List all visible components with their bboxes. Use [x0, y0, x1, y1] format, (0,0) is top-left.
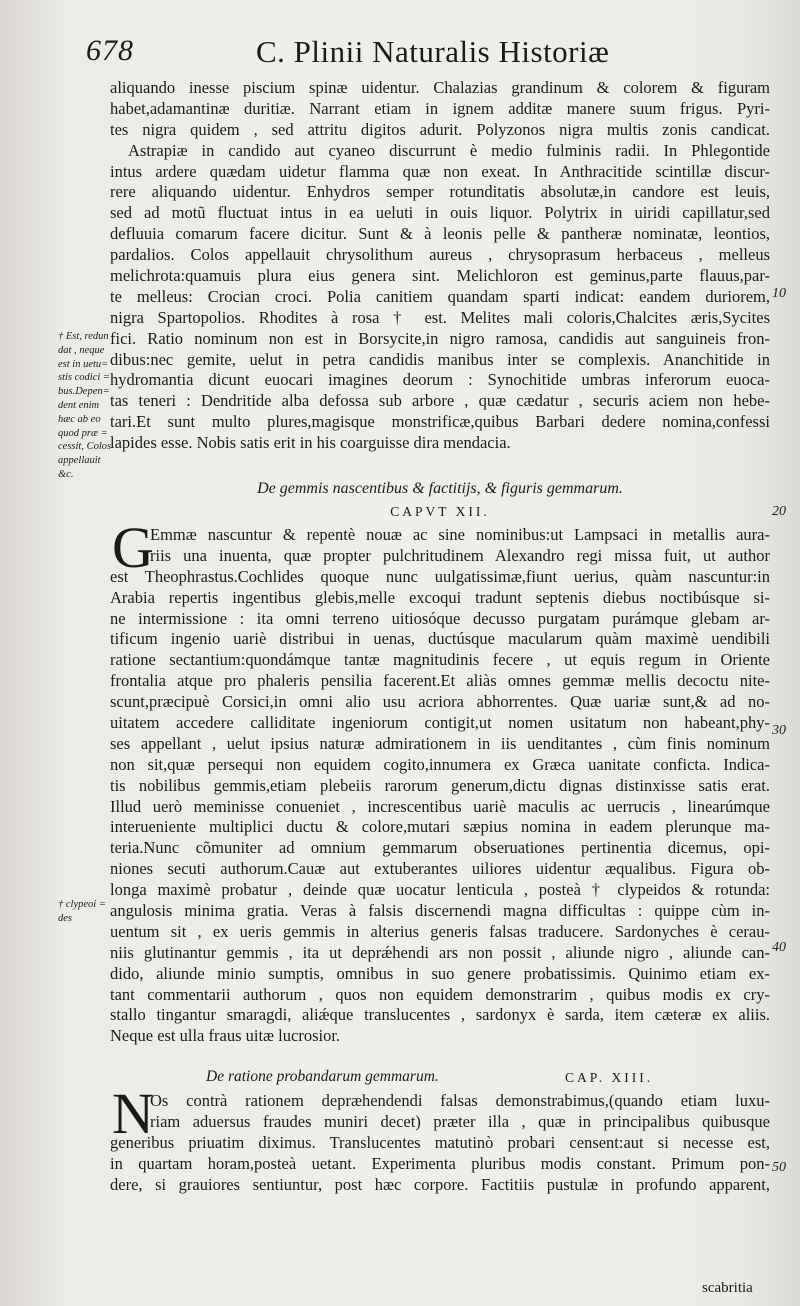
- text-line: Astrapiæ in candido aut cyaneo discurrunt è medio fulminis radii. In Phlegontide: [128, 140, 770, 160]
- catchword: scabritia: [702, 1280, 753, 1296]
- line-number: 50: [772, 1160, 786, 1175]
- text-line: longa maximè probatur , deinde quæ uocatur lenticula , posteà † clypeidos & rotunda:: [110, 880, 770, 900]
- margin-note: [58, 330, 118, 482]
- text-line: angulosis minima gratia. Veras à falsis discernendi magna difficultas : quippe cùm in-: [110, 901, 770, 921]
- text-line: rere aliquando uidentur. Enhydros semper rotunditatis absolutæ,in candore est leuis,: [110, 182, 770, 202]
- text-line: uentum sit , ex ueris gemmis in alterius generis falsas traducere. Sardonyches è cerau-: [110, 921, 770, 941]
- text-line: habet,adamantinæ duritiæ. Narrant etiam in ignem additæ manere suum frigus. Pyri-: [110, 98, 770, 118]
- text-line: frontalia atque pro phaleris pensilia facerent.Et aliàs omnes gemmæ mellis decoctu nite-: [110, 671, 770, 691]
- margin-note-line: quod præ =: [58, 427, 108, 439]
- text-line: Neque est ulla fraus uitæ lucrosior.: [110, 1026, 341, 1046]
- text-line: tas teneri : Dendritide alba defossa sub arbore , quæ cædatur , securis aciem non hebe-: [110, 391, 770, 411]
- margin-note-line: &c.: [58, 468, 74, 480]
- text-line: dere, si grauiores sentiuntur, post hæc corpore. Factitiis pustulæ in profundo apparent,: [110, 1174, 770, 1194]
- text-line: est Theophrastus.Cochlides quoque nunc uulgatissimæ,fiunt uerius, quàm nascuntur:in: [110, 566, 770, 586]
- text-line: tis nobilibus gemmis,etiam plebeiis rarorum generum,dictu dignas distinxisse satis erat.: [110, 775, 770, 795]
- text-line: tificum ingenio uariè distribui in uenas, ductúsque macularum quàm maximè uendibili: [110, 629, 770, 649]
- chapter-heading: CAPVT XII.: [390, 504, 490, 519]
- text-line: nigra Spartopolios. Rhodites à rosa † est. Melites mali coloris,Chalcites æris,Sycites: [110, 307, 770, 327]
- text-line: generibus priuatim diximus. Translucentes matutinò probari censent:aut si necesse est,: [110, 1132, 770, 1152]
- line-number: 40: [772, 940, 786, 955]
- margin-note: [58, 898, 118, 926]
- text-line: dido, aliunde minio sumptis, omnibus in suo genere probatissimis. Quinimo etiam ex-: [110, 963, 770, 983]
- text-line: dibus:nec gemite, uelut in petra candidis manibus inter se complexis. Ananchitide in: [110, 349, 770, 369]
- line-number: 20: [772, 504, 786, 519]
- text-line: ses appellant , uelut ipsius naturæ admirationem in iis uenditantes , cùm finis nominum: [110, 733, 770, 753]
- text-line: aliquando inesse piscium spinæ uidentur. Chalazias grandinum & colorem & figuram: [110, 78, 770, 97]
- text-line: interueniente multiplici ductu & colore,mutari sæpius nomina in eadem plerunque ma-: [110, 817, 770, 837]
- margin-note-line: † clypeoi =: [58, 899, 106, 910]
- text-block-3: [110, 1091, 770, 1195]
- text-block-2: [110, 525, 770, 1047]
- text-line: hydromantia dicunt euocari imagines deorum : Synochitide umbras inferorum euoca-: [110, 370, 770, 390]
- margin-note-line: stis codici =: [58, 372, 110, 384]
- text-line: tari.Et sunt multo plures,magisque monstrificæ,quibus Barbari dedere nomina,confessi: [110, 412, 770, 432]
- text-line: niis glutinantur gemmis , ita ut deprǽhendi ars non possit , aliunde nigro , aliunde can-: [110, 942, 770, 962]
- margin-note-line: † Est, redun: [58, 331, 109, 342]
- margin-note-line: des: [58, 912, 72, 924]
- text-line: te melleus: Crocian croci. Polia canitiem quandam sparti indicat: eandem duriorem,: [110, 286, 770, 306]
- section-heading: De gemmis nascentibus & factitijs, & figuris gemmarum.: [257, 480, 623, 497]
- drop-capital: G: [112, 515, 154, 580]
- text-line: tes nigra quidem , sed attritu digitos adurit. Polyzonos nigra multis zonis candicat.: [110, 119, 770, 139]
- text-line: Emmæ nascuntur & repentè nouæ ac sine nominibus:ut Lampsaci in metallis aura-: [150, 525, 770, 544]
- margin-note-line: dent enim: [58, 399, 100, 411]
- text-line: intus ardere quædam uidetur flamma quæ non exeat. In Anthracitide scintillæ discur-: [110, 161, 770, 181]
- text-line: niones secuti authorum.Cauæ aut extuberantes uiliores uidentur æqualibus. Figura ob-: [110, 859, 770, 879]
- text-line: stallo tingantur smaragdi, aliǽque translucentes , sardonyx è sarda, item cæteræ ex aliis.: [110, 1005, 770, 1025]
- text-line: ne intermissione : ita omni terreno uitiosóque decusso purgatam purámque glebam ar-: [110, 608, 770, 628]
- text-line: scunt,præcipuè Corsici,in omni alio usu acriora abhorrentes. Quæ uariæ sunt,& ad no-: [110, 692, 770, 712]
- drop-capital: N: [112, 1081, 154, 1146]
- margin-note-line: appellauit: [58, 455, 101, 467]
- text-line: non sit,quæ persequi non equidem cogito,innumera ex Græca uanitate conficta. Indica-: [110, 754, 770, 774]
- section-heading: De ratione probandarum gemmarum.: [206, 1068, 439, 1085]
- text-line: uitatem accedere calliditate ingeniorum contigit,ut nomen usitatum non habeant,phy-: [110, 713, 770, 733]
- text-line: melichrota:quamuis plura eius genera sint. Melichloron est geminus,parte flauus,par-: [110, 266, 770, 286]
- text-line: pardalios. Colos appellauit chrysolithum aureus , chrysoprasum herbaceus , melleus: [110, 245, 770, 265]
- text-line: Os contrà rationem depræhendendi falsas demonstrabimus,(quando etiam luxu-: [150, 1091, 770, 1110]
- text-line: in quartam horam,posteà uetant. Experimenta pluribus modis constant. Primum pon-: [110, 1153, 770, 1173]
- text-line: tant commentarii authorum , quos non equidem demonstrarim , quibus modis ex cry-: [110, 984, 770, 1004]
- page-number: 678: [86, 34, 134, 67]
- margin-note-line: bus.Depen=: [58, 386, 110, 398]
- text-line: teria.Nunc cõmuniter ad omnium gemmarum obseruationes pertinentia dicemus, opi-: [110, 838, 770, 858]
- page-header: [84, 34, 784, 82]
- margin-note-line: dat , neque: [58, 344, 105, 356]
- margin-note-line: est in uetu=: [58, 358, 109, 370]
- line-number: 30: [772, 723, 786, 738]
- text-line: defluuia comarum facere dicitur. Sunt & à leonis pelle & pantheræ nominatæ, leontios,: [110, 224, 770, 244]
- text-line: riam aduersus fraudes muniri decet) præter illa , quæ in principalibus quibusque: [150, 1111, 770, 1131]
- text-line: fici. Ratio nominum non est in Borsycite,in nigro ramosa, candidis aut sanguineis fron-: [110, 328, 770, 348]
- text-line: sed ad motũ fluctuat intus in ea ueluti in ouis liquor. Polytrix in uiridi capillatur,sed: [110, 203, 770, 223]
- margin-note-line: cessit, Colos: [58, 441, 112, 453]
- line-number: 10: [772, 286, 786, 301]
- running-title: C. Plinii Naturalis Historiæ: [256, 34, 610, 69]
- text-line: lapides esse. Nobis satis erit in his coarguisse dira mendacia.: [110, 433, 511, 453]
- text-line: ratione sectantium:quondámque tantæ magnitudinis fecere , ut equis regum in Oriente: [110, 650, 770, 670]
- text-line: Arabia repertis ingentibus glebis,melle excoqui tradunt septenis diebus noctibúsque si-: [110, 587, 770, 607]
- chapter-heading: CAP. XIII.: [565, 1070, 654, 1085]
- text-block-1: [110, 78, 770, 454]
- margin-note-line: hæc ab eo: [58, 413, 101, 425]
- text-line: Illud uerò meminisse conueniet , increscentibus uariè maculis ac uerrucis , linearúmque: [110, 796, 770, 816]
- text-line: riis una inuenta, quæ propter pulchritudinem Alexandro regi missa fuit, ut author: [150, 545, 770, 565]
